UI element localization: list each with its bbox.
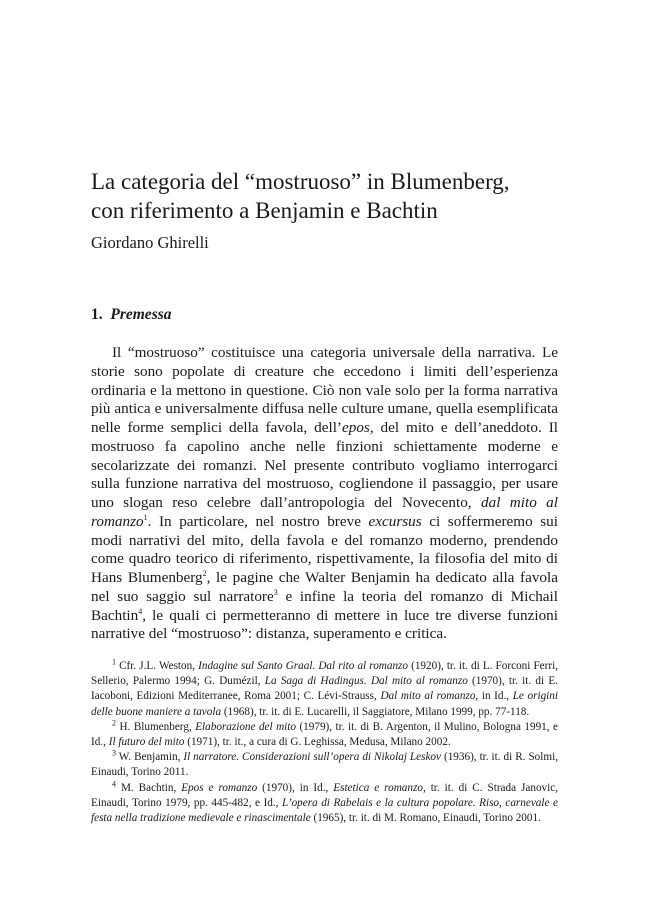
footnote-text: W. Benjamin, xyxy=(116,751,184,764)
footnote-work-title: Il futuro del mito xyxy=(108,736,185,749)
footnote-number: 3 xyxy=(112,748,116,758)
footnote-number: 1 xyxy=(112,657,116,667)
italic-term-epos: epos xyxy=(341,419,370,436)
footnote-number: 2 xyxy=(112,718,116,728)
footnote-work-title: Indagine sul Santo Graal. Dal rito al romanzo xyxy=(198,660,409,672)
footnote-4 xyxy=(91,778,558,827)
italic-term-excursus: excursus xyxy=(368,512,422,530)
footnote-work-title: Elaborazione del mito xyxy=(195,720,296,733)
section-title: Premessa xyxy=(110,306,172,323)
footnote-text: (1970), in Id., xyxy=(257,781,334,794)
footnote-work-title: Le origini delle buone maniere a tavola xyxy=(91,690,558,718)
footnote-work-title: La Saga di Hadingus. Dal mito al romanzo xyxy=(264,675,468,688)
footnotes xyxy=(91,659,558,826)
footnote-ref-4[interactable]: 4 xyxy=(138,606,143,616)
body-text xyxy=(91,344,558,644)
italic-slogan: dal mito al romanzo xyxy=(91,494,558,530)
footnote-number: 4 xyxy=(112,778,116,788)
footnote-work-title: Dal mito al romanzo xyxy=(380,690,476,703)
footnote-text: , in Id., xyxy=(475,690,513,703)
footnote-text: (1936), tr. it. di R. Solmi, Einaudi, Torino 2011. xyxy=(91,751,558,779)
article-title-line-1: La categoria del “mostruoso” in Blumenberg, xyxy=(91,169,510,194)
footnote-text: (1968), tr. it. di E. Lucarelli, il Saggiatore, Milano 1999, pp. 77-118. xyxy=(221,705,530,718)
text-run: Il “mostruoso” costituisce una categoria universale della narrativa. Le storie sono popolate di creature che eccedono i limiti dell’esperienza ordinaria e la mettono in questione. Ciò non vale solo per la forma narrativa più antica e universalmente diffusa nelle culture umane, quella esemplificata nelle forme semplici della favola, dell’ xyxy=(91,344,558,436)
text-run: ci soffermeremo sui modi narrativi del mito, della favola e del romanzo moderno, prendendo come quadro teorico di riferimento, rispettivamente, la filosofia del mito di Hans Blumenberg xyxy=(91,512,558,586)
footnote-ref-2[interactable]: 2 xyxy=(202,568,207,578)
footnote-text: (1979), tr. it. di B. Argenton, il Mulino, Bologna 1991, e Id., xyxy=(91,720,558,749)
article-title-line-2: con riferimento a Benjamin e Bachtin xyxy=(91,198,438,223)
footnote-text: (1971), tr. it., a cura di G. Leghissa, Medusa, Milano 2002. xyxy=(184,736,451,749)
text-run: , le quali ci permetteranno di mettere in luce tre diverse funzioni narrative del “mostruoso”: distanza, superamento e critica. xyxy=(91,606,558,643)
paragraph xyxy=(91,344,558,644)
section-heading xyxy=(91,305,172,325)
footnote-text: M. Bachtin, xyxy=(116,781,182,794)
text-run: . In particolare, nel nostro breve xyxy=(147,512,369,530)
footnote-3 xyxy=(91,750,558,780)
text-run: , del mito e dell’aneddoto. Il mostruoso fa capolino anche nelle finzioni schiettamente moderne e secolarizzate dei romanzi. Nel presente contributo vogliamo interrogarci sulla funzione narrativa del mostruoso, cogliendone il passaggio, per usare uno slogan reso celebre dall’antropologia del Novecento, xyxy=(91,419,558,511)
footnote-ref-1[interactable]: 1 xyxy=(143,512,148,522)
footnote-text: , tr. it. di C. Strada Janovic, Einaudi, Torino 1979, pp. 445-482, e Id., xyxy=(91,781,558,809)
footnote-text: H. Blumenberg, xyxy=(116,720,196,733)
footnote-2 xyxy=(91,720,558,750)
text-run: , le pagine che Walter Benjamin ha dedicato alla favola nel suo saggio sul narratore xyxy=(91,569,558,605)
footnote-text: (1920), tr. it. di L. Forconi Ferri, Sellerio, Palermo 1994; G. Dumézil, xyxy=(91,660,558,688)
footnote-ref-3[interactable]: 3 xyxy=(273,587,278,597)
author-name: Giordano Ghirelli xyxy=(91,233,209,252)
footnote-work-title: Il narratore. Considerazioni sull’opera di Nikolaj Leskov xyxy=(183,751,441,764)
footnote-work-title: Epos e romanzo xyxy=(181,781,258,794)
footnote-1 xyxy=(91,659,558,720)
article-title xyxy=(91,167,561,225)
footnote-text: Cfr. J.L. Weston, xyxy=(116,660,199,672)
footnote-work-title: Estetica e romanzo xyxy=(333,781,423,794)
footnote-text: (1965), tr. it. di M. Romano, Einaudi, Torino 2001. xyxy=(310,812,541,825)
section-number: 1. xyxy=(91,306,103,323)
text-run: e infine la teoria del romanzo di Michail Bachtin xyxy=(91,587,558,624)
footnote-text: (1970), tr. it. di E. Iacoboni, Edizioni Mediterranee, Roma 2001; C. Lévi-Strauss, xyxy=(91,675,559,703)
footnote-work-title: L’opera di Rabelais e la cultura popolare. Riso, carnevale e festa nella tradizione medievale e rinascimentale xyxy=(91,796,558,825)
